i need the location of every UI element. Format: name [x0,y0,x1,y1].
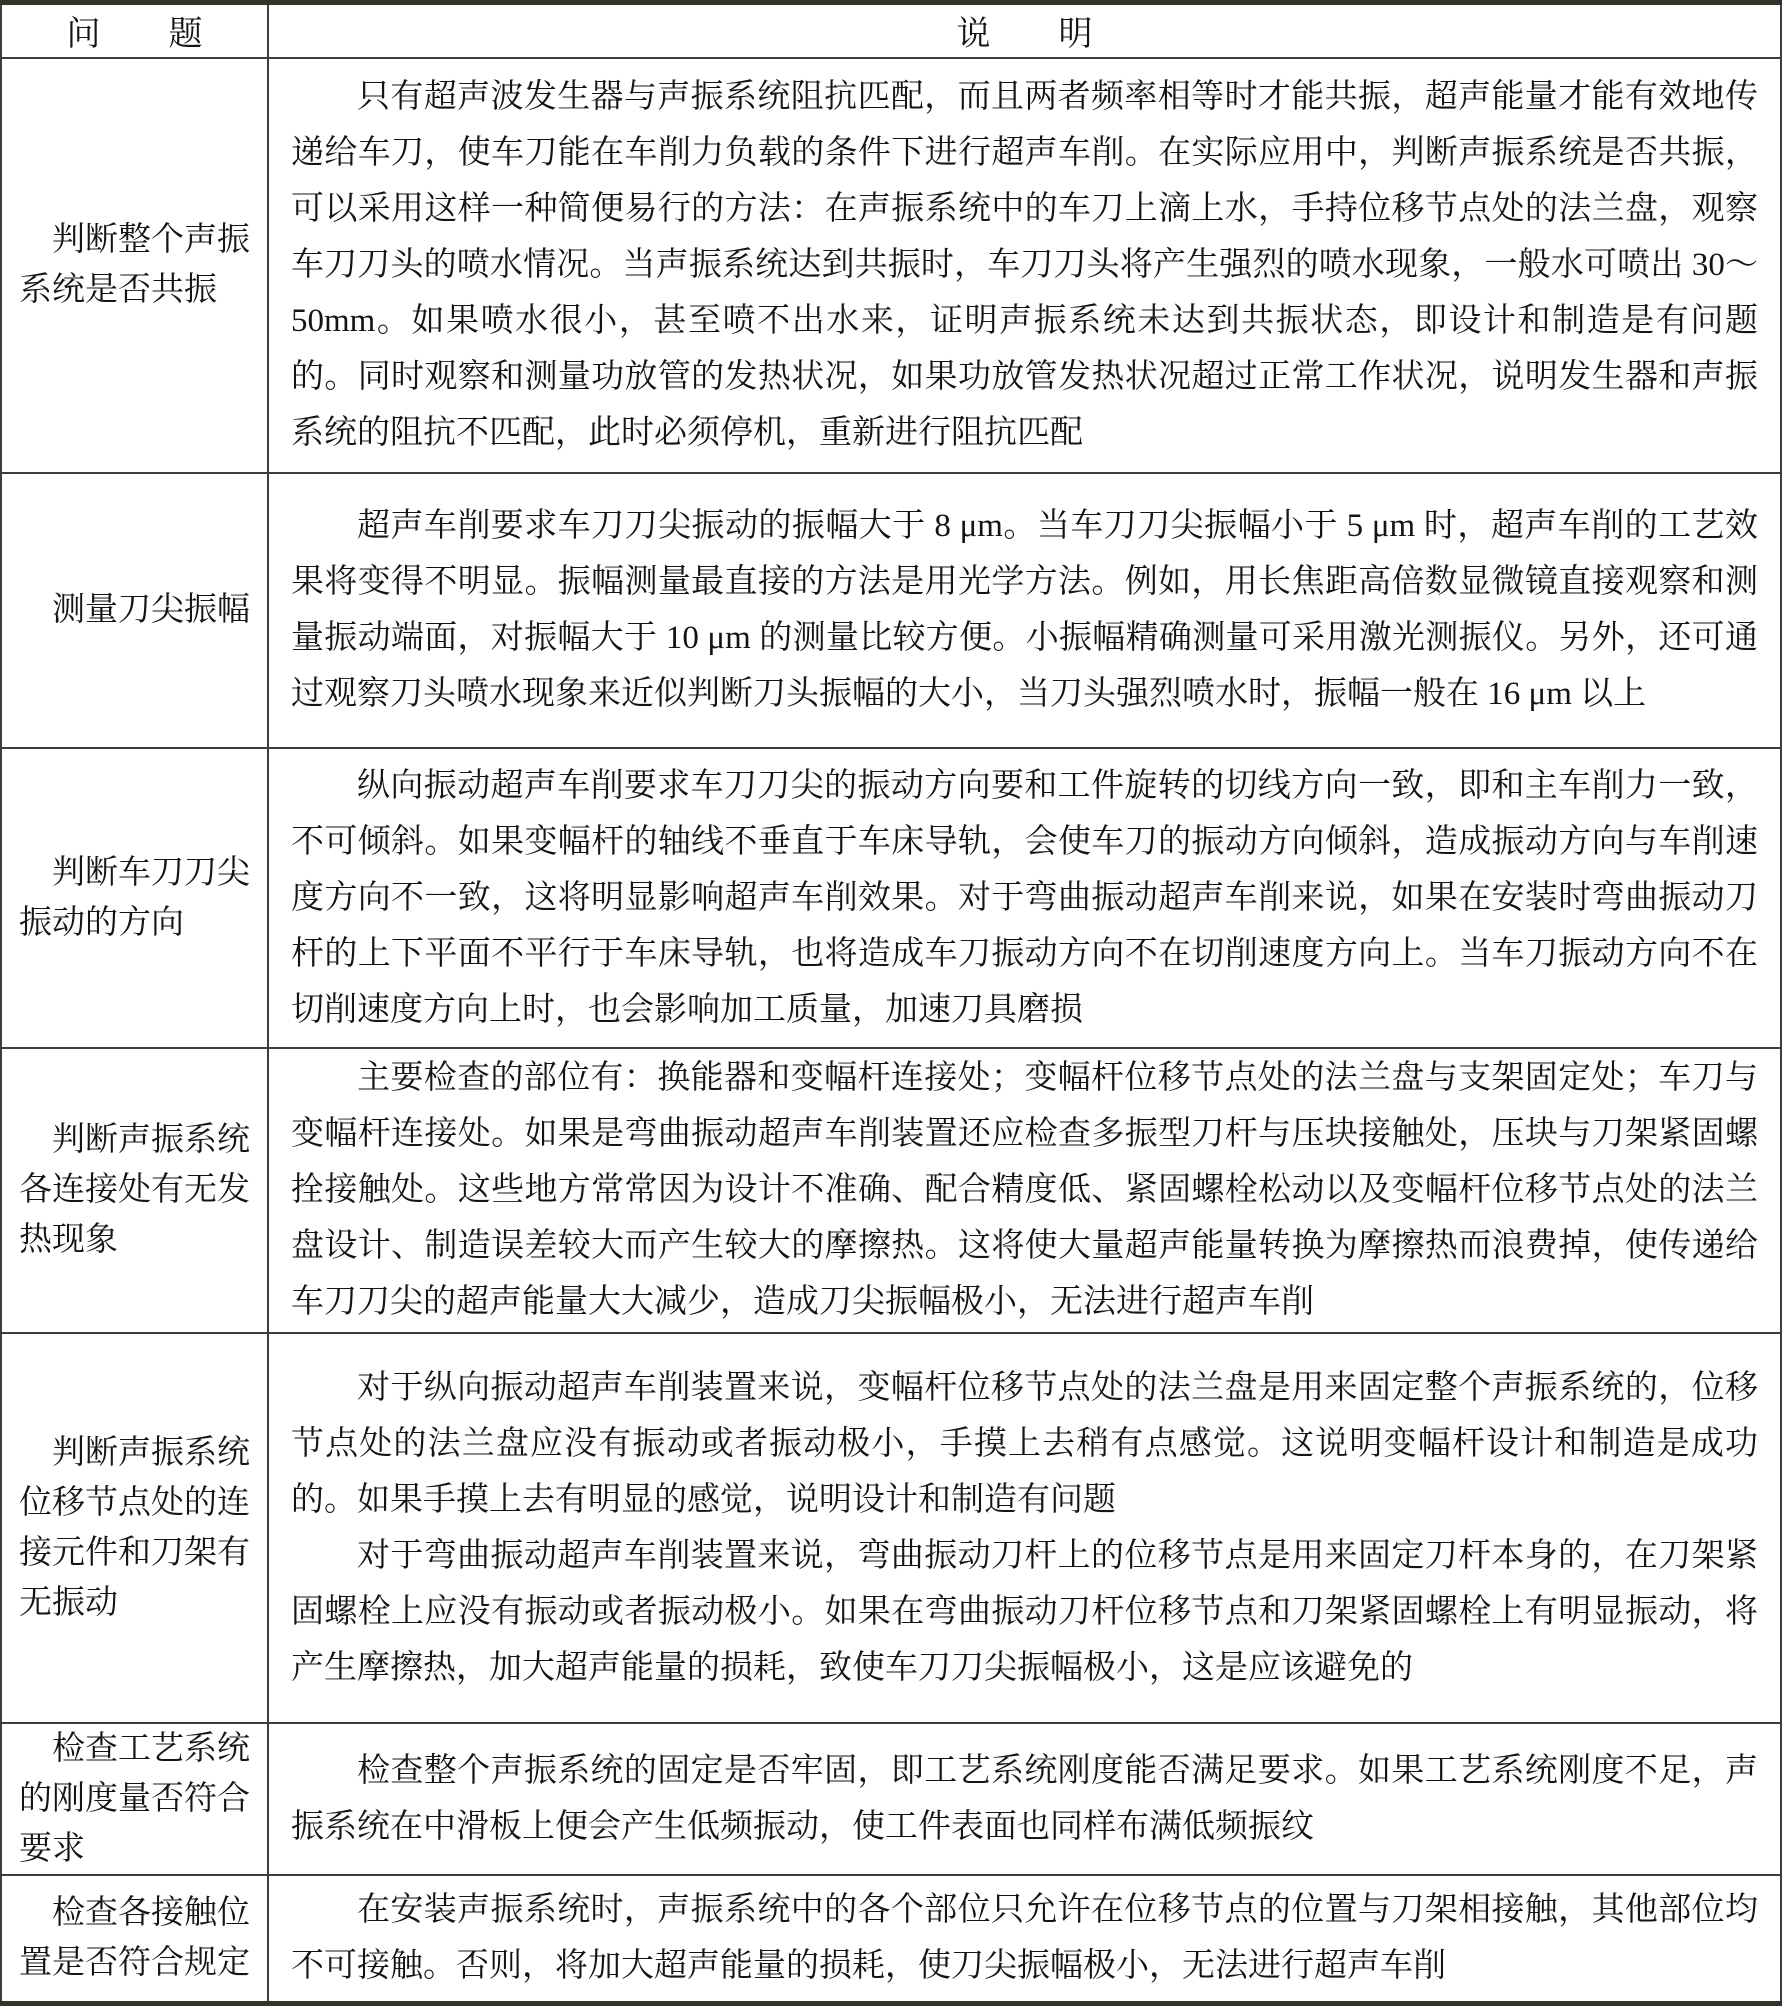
problem-label: 检查各接触位置是否符合规定 [19,1895,250,1982]
problem-label: 判断车刀刀尖振动的方向 [19,854,250,941]
header-row [1,3,1781,58]
problem-label: 判断声振系统各连接处有无发热现象 [19,1122,250,1258]
explanation-cell [268,1048,1781,1333]
explanation-paragraph: 只有超声波发生器与声振系统阻抗匹配，而且两者频率相等时才能共振，超声能量才能有效地传递给车刀，使车刀能在车削力负载的条件下进行超声车削。在实际应用中，判断声振系统是否共振，可以采用这样一种简便易行的方法：在声振系统中的车刀上滴上水，手持位移节点处的法兰盘，观察车刀刀头的喷水情况。当声振系统达到共振时，车刀刀头将产生强烈的喷水现象，一般水可喷出 30～50mm。如果喷水很小，甚至喷不出水来，证明声振系统未达到共振状态，即设计和制造是有问题的。同时观察和测量功放管的发热状况，如果功放管发热状况超过正常工作状况，说明发生器和声振系统的阻抗不匹配，此时必须停机，重新进行阻抗匹配 [291,79,1758,451]
explanation-paragraph: 检查整个声振系统的固定是否牢固，即工艺系统刚度能否满足要求。如果工艺系统刚度不足，声振系统在中滑板上便会产生低频振动，使工件表面也同样布满低频振纹 [291,1752,1758,1845]
problem-label: 判断声振系统位移节点处的连接元件和刀架有无振动 [19,1434,250,1621]
problem-label: 测量刀尖振幅 [52,592,250,628]
problem-cell [1,1875,268,2004]
problem-cell [1,58,268,473]
table-row [1,1723,1781,1875]
explanation-paragraph: 纵向振动超声车削要求车刀刀尖的振动方向要和工件旋转的切线方向一致，即和主车削力一致，不可倾斜。如果变幅杆的轴线不垂直于车床导轨，会使车刀的振动方向倾斜，造成振动方向与车削速度方向不一致，这将明显影响超声车削效果。对于弯曲振动超声车削来说，如果在安装时弯曲振动刀杆的上下平面不平行于车床导轨，也将造成车刀振动方向不在切削速度方向上。当车刀振动方向不在切削速度方向上时，也会影响加工质量，加速刀具磨损 [291,767,1758,1028]
explanation-paragraph: 对于纵向振动超声车削装置来说，变幅杆位移节点处的法兰盘是用来固定整个声振系统的，位移节点处的法兰盘应没有振动或者振动极小，手摸上去稍有点感觉。这说明变幅杆设计和制造是成功的。如果手摸上去有明显的感觉，说明设计和制造有问题 [291,1369,1758,1518]
problem-cell [1,1723,268,1875]
table-row [1,58,1781,473]
header-explanation: 说 明 [268,3,1781,58]
problem-cell [1,748,268,1048]
header-problem: 问 题 [1,3,268,58]
explanation-cell [268,473,1781,748]
table-row [1,473,1781,748]
table-row [1,1048,1781,1333]
problem-label: 检查工艺系统的刚度量否符合要求 [19,1730,250,1867]
explanation-cell [268,748,1781,1048]
table-row [1,1875,1781,2004]
explanation-cell [268,58,1781,473]
problem-cell [1,1048,268,1333]
explanation-paragraph: 在安装声振系统时，声振系统中的各个部位只允许在位移节点的位置与刀架相接触，其他部位均不可接触。否则，将加大超声能量的损耗，使刀尖振幅极小，无法进行超声车削 [291,1892,1758,1985]
explanation-paragraph: 主要检查的部位有：换能器和变幅杆连接处；变幅杆位移节点处的法兰盘与支架固定处；车刀与变幅杆连接处。如果是弯曲振动超声车削装置还应检查多振型刀杆与压块接触处，压块与刀架紧固螺拴接触处。这些地方常常因为设计不准确、配合精度低、紧固螺栓松动以及变幅杆位移节点处的法兰盘设计、制造误差较大而产生较大的摩擦热。这将使大量超声能量转换为摩擦热而浪费掉，使传递给车刀刀尖的超声能量大大减少，造成刀尖振幅极小，无法进行超声车削 [291,1060,1758,1320]
explanation-cell [268,1875,1781,2004]
table-row [1,1333,1781,1723]
explanation-paragraph: 对于弯曲振动超声车削装置来说，弯曲振动刀杆上的位移节点是用来固定刀杆本身的，在刀架紧固螺栓上应没有振动或者振动极小。如果在弯曲振动刀杆位移节点和刀架紧固螺栓上有明显振动，将产生摩擦热，加大超声能量的损耗，致使车刀刀尖振幅极小，这是应该避免的 [291,1537,1758,1686]
explanation-cell [268,1333,1781,1723]
problem-cell [1,473,268,748]
explanation-cell [268,1723,1781,1875]
explanation-paragraph: 超声车削要求车刀刀尖振动的振幅大于 8 μm。当车刀刀尖振幅小于 5 μm 时，超声车削的工艺效果将变得不明显。振幅测量最直接的方法是用光学方法。例如，用长焦距高倍数显微镜直接观察和测量振动端面，对振幅大于 10 μm 的测量比较方便。小振幅精确测量可采用激光测振仪。另外，还可通过观察刀头喷水现象来近似判断刀头振幅的大小，当刀头强烈喷水时，振幅一般在 16 μm 以上 [291,508,1758,712]
table-row [1,748,1781,1048]
problem-cell [1,1333,268,1723]
problem-label: 判断整个声振系统是否共振 [19,222,250,308]
